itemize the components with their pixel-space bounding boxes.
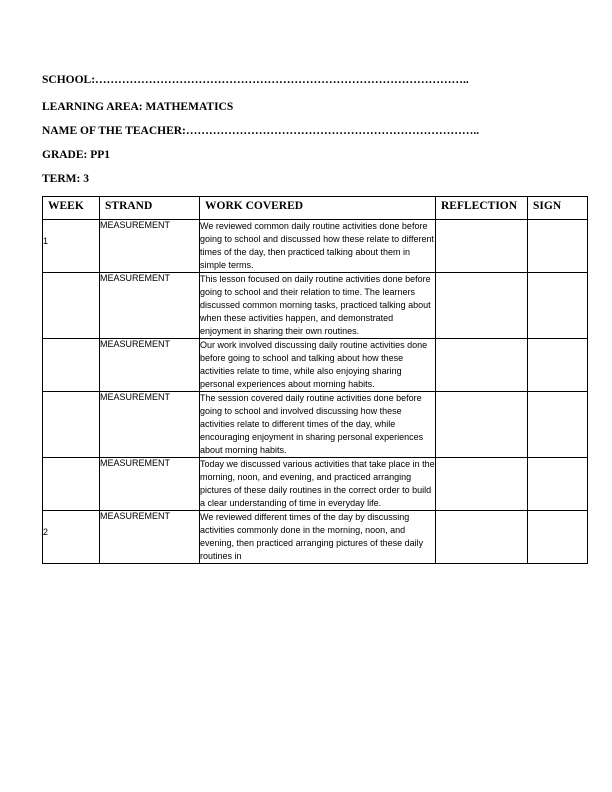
sign-cell[interactable] (528, 511, 588, 564)
strand-cell: MEASUREMENT (100, 511, 200, 564)
reflection-cell[interactable] (436, 273, 528, 339)
week-cell: 2 (43, 511, 100, 564)
week-cell (43, 392, 100, 458)
sign-cell[interactable] (528, 339, 588, 392)
sign-cell[interactable] (528, 458, 588, 511)
column-header-week: WEEK (43, 197, 100, 220)
work-covered-cell: Our work involved discussing daily routine activities done before going to school and talking about how these activities relate to time, while also enjoying sharing personal experiences about morning habits. (200, 339, 436, 392)
strand-cell: MEASUREMENT (100, 458, 200, 511)
grade-line: GRADE: PP1 (42, 149, 111, 161)
sign-cell[interactable] (528, 392, 588, 458)
reflection-cell[interactable] (436, 392, 528, 458)
table-row (43, 220, 588, 273)
week-cell (43, 273, 100, 339)
reflection-cell[interactable] (436, 339, 528, 392)
week-cell (43, 339, 100, 392)
strand-cell: MEASUREMENT (100, 339, 200, 392)
strand-cell: MEASUREMENT (100, 273, 200, 339)
sign-cell[interactable] (528, 273, 588, 339)
table-row (43, 339, 588, 392)
week-cell: 1 (43, 220, 100, 273)
lesson-record-table (42, 196, 588, 564)
term-line: TERM: 3 (42, 173, 89, 185)
table-row (43, 392, 588, 458)
work-covered-cell: We reviewed common daily routine activities done before going to school and discussed how these relate to different times of the day, then practiced talking about them in simple terms. (200, 220, 436, 273)
work-covered-cell: This lesson focused on daily routine activities done before going to school and their relation to time. The learners discussed common morning tasks, practiced talking about when these activities happen, and demonstrated enjoyment in sharing their own routines. (200, 273, 436, 339)
table-header-row (43, 197, 588, 220)
strand-cell: MEASUREMENT (100, 392, 200, 458)
table-row (43, 273, 588, 339)
learning-area-line: LEARNING AREA: MATHEMATICS (42, 101, 234, 113)
teacher-name-line: NAME OF THE TEACHER:………………………………………………………………….. (42, 125, 480, 137)
table-row (43, 511, 588, 564)
school-line: SCHOOL:…………………………………………………………………………………….. (42, 74, 469, 86)
column-header-work-covered: WORK COVERED (200, 197, 436, 220)
table-row (43, 458, 588, 511)
work-covered-cell: We reviewed different times of the day by discussing activities commonly done in the morning, noon, and evening, then practiced arranging pictures of these daily routines in (200, 511, 436, 564)
work-covered-cell: Today we discussed various activities that take place in the morning, noon, and evening, and practiced arranging pictures of these daily routines in the correct order to build a clear understanding of time in everyday life. (200, 458, 436, 511)
week-cell (43, 458, 100, 511)
column-header-reflection: REFLECTION (436, 197, 528, 220)
sign-cell[interactable] (528, 220, 588, 273)
column-header-strand: STRAND (100, 197, 200, 220)
reflection-cell[interactable] (436, 458, 528, 511)
work-covered-cell: The session covered daily routine activities done before going to school and involved discussing how these activities relate to different times of the day, while encouraging enjoyment in sharing personal experiences about morning habits. (200, 392, 436, 458)
reflection-cell[interactable] (436, 220, 528, 273)
column-header-sign: SIGN (528, 197, 588, 220)
strand-cell: MEASUREMENT (100, 220, 200, 273)
reflection-cell[interactable] (436, 511, 528, 564)
